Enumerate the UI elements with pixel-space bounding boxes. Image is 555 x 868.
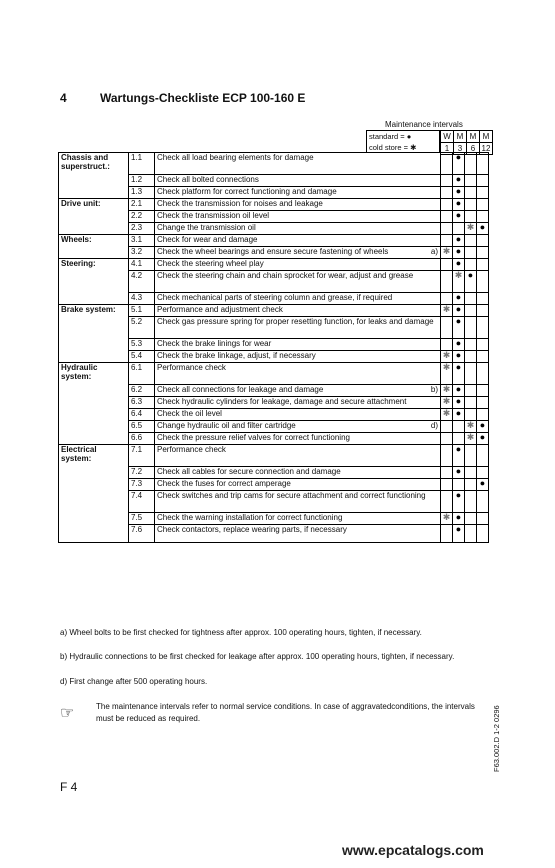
item-text-cell xyxy=(155,385,441,397)
interval-cell xyxy=(477,385,489,397)
interval-cell xyxy=(441,153,453,175)
item-text: Check for wear and damage xyxy=(157,235,258,244)
interval-cell xyxy=(477,259,489,271)
standard-dot-icon: ● xyxy=(453,397,465,409)
item-number: 6.5 xyxy=(129,421,155,433)
standard-dot-icon: ● xyxy=(477,421,489,433)
standard-dot-icon: ● xyxy=(477,479,489,491)
interval-cell xyxy=(465,293,477,305)
item-text: Performance check xyxy=(157,445,226,454)
item-text: Check the transmission for noises and leakage xyxy=(157,199,323,208)
item-text: Check the warning installation for correct functioning xyxy=(157,513,343,522)
item-text: Check all load bearing elements for damage xyxy=(157,153,314,162)
table-row xyxy=(59,199,489,211)
item-text-cell xyxy=(155,305,441,317)
group-label xyxy=(59,187,129,199)
group-label xyxy=(59,513,129,525)
item-text: Performance and adjustment check xyxy=(157,305,283,314)
table-row xyxy=(59,491,489,513)
item-number: 2.2 xyxy=(129,211,155,223)
interval-cell xyxy=(465,445,477,467)
page-number: F 4 xyxy=(60,780,78,794)
item-text-cell xyxy=(155,235,441,247)
interval-cell xyxy=(465,199,477,211)
interval-cell xyxy=(465,513,477,525)
interval-cell xyxy=(477,339,489,351)
item-text: Check the steering chain and chain sprocket for wear, adjust and grease xyxy=(157,271,414,280)
table-row xyxy=(59,445,489,467)
item-text: Check all bolted connections xyxy=(157,175,259,184)
standard-dot-icon: ● xyxy=(453,351,465,363)
interval-cell xyxy=(465,235,477,247)
cold-store-star-icon: ✱ xyxy=(441,397,453,409)
table-row xyxy=(59,351,489,363)
table-row xyxy=(59,223,489,235)
interval-cell xyxy=(477,235,489,247)
group-label: Wheels: xyxy=(59,235,129,247)
item-text-cell xyxy=(155,199,441,211)
standard-dot-icon: ● xyxy=(453,305,465,317)
item-text: Check the brake linkage, adjust, if necessary xyxy=(157,351,316,360)
item-number: 5.1 xyxy=(129,305,155,317)
interval-cell xyxy=(441,339,453,351)
standard-dot-icon: ● xyxy=(453,211,465,223)
item-number: 2.1 xyxy=(129,199,155,211)
item-text-cell xyxy=(155,525,441,543)
table-row xyxy=(59,305,489,317)
tip-text: The maintenance intervals refer to normal service conditions. In case of aggravatedconditions, the intervals must be reduced as required. xyxy=(96,702,475,723)
standard-dot-icon: ● xyxy=(453,259,465,271)
item-text-cell xyxy=(155,409,441,421)
item-number: 7.6 xyxy=(129,525,155,543)
group-label xyxy=(59,421,129,433)
interval-cell xyxy=(477,491,489,513)
standard-dot-icon: ● xyxy=(453,247,465,259)
interval-cell xyxy=(477,175,489,187)
item-text-cell xyxy=(155,339,441,351)
group-label: Brake system: xyxy=(59,305,129,317)
group-label xyxy=(59,467,129,479)
interval-cell xyxy=(441,421,453,433)
item-number: 3.2 xyxy=(129,247,155,259)
interval-cell xyxy=(477,397,489,409)
standard-dot-icon: ● xyxy=(453,363,465,385)
interval-cell xyxy=(465,305,477,317)
intervals-label: Maintenance intervals xyxy=(385,120,463,129)
item-number: 5.2 xyxy=(129,317,155,339)
interval-cell xyxy=(441,223,453,235)
group-label xyxy=(59,339,129,351)
standard-dot-icon: ● xyxy=(453,187,465,199)
item-text-cell xyxy=(155,491,441,513)
item-text: Check the brake linings for wear xyxy=(157,339,272,348)
group-label xyxy=(59,409,129,421)
standard-dot-icon: ● xyxy=(465,271,477,293)
item-text-cell xyxy=(155,187,441,199)
group-label xyxy=(59,479,129,491)
group-label xyxy=(59,351,129,363)
interval-cell xyxy=(465,385,477,397)
standard-dot-icon: ● xyxy=(477,433,489,445)
table-row xyxy=(59,317,489,339)
cold-store-star-icon: ✱ xyxy=(441,305,453,317)
interval-cell xyxy=(465,187,477,199)
interval-header-top: M xyxy=(480,131,493,143)
interval-cell xyxy=(441,479,453,491)
item-number: 5.4 xyxy=(129,351,155,363)
pointing-hand-icon: ☞ xyxy=(60,705,75,722)
item-text-cell xyxy=(155,175,441,187)
item-text-cell xyxy=(155,397,441,409)
group-label xyxy=(59,491,129,513)
interval-cell xyxy=(441,445,453,467)
interval-cell xyxy=(465,247,477,259)
item-number: 7.5 xyxy=(129,513,155,525)
item-text: Check switches and trip cams for secure attachment and correct functioning xyxy=(157,491,426,500)
standard-dot-icon: ● xyxy=(453,293,465,305)
table-row xyxy=(59,211,489,223)
table-row xyxy=(59,397,489,409)
item-text: Change the transmission oil xyxy=(157,223,256,232)
group-label: Electrical system: xyxy=(59,445,129,467)
item-number: 6.3 xyxy=(129,397,155,409)
item-text-cell xyxy=(155,293,441,305)
group-label xyxy=(59,223,129,235)
standard-dot-icon: ● xyxy=(453,525,465,543)
group-label xyxy=(59,247,129,259)
interval-cell xyxy=(441,317,453,339)
section-number: 4 xyxy=(60,91,67,105)
standard-dot-icon: ● xyxy=(453,317,465,339)
interval-cell xyxy=(441,199,453,211)
table-row xyxy=(59,153,489,175)
group-label xyxy=(59,525,129,543)
interval-cell xyxy=(477,445,489,467)
table-row xyxy=(59,259,489,271)
group-label xyxy=(59,433,129,445)
interval-cell xyxy=(465,525,477,543)
item-number: 4.2 xyxy=(129,271,155,293)
group-label xyxy=(59,397,129,409)
interval-cell xyxy=(441,271,453,293)
item-text-cell xyxy=(155,363,441,385)
item-text-cell xyxy=(155,467,441,479)
item-number: 6.4 xyxy=(129,409,155,421)
group-label: Steering: xyxy=(59,259,129,271)
cold-store-star-icon: ✱ xyxy=(453,271,465,293)
interval-cell xyxy=(465,175,477,187)
item-number: 7.1 xyxy=(129,445,155,467)
item-text-cell xyxy=(155,259,441,271)
item-text: Change hydraulic oil and filter cartridge xyxy=(157,421,296,430)
standard-dot-icon: ● xyxy=(453,235,465,247)
table-row xyxy=(59,421,489,433)
cold-store-star-icon: ✱ xyxy=(441,409,453,421)
group-label xyxy=(59,385,129,397)
legend-box xyxy=(366,130,440,152)
item-number: 4.3 xyxy=(129,293,155,305)
item-text: Check platform for correct functioning and damage xyxy=(157,187,337,196)
item-number: 7.3 xyxy=(129,479,155,491)
interval-cell xyxy=(465,491,477,513)
item-text-cell xyxy=(155,433,441,445)
interval-cell xyxy=(477,293,489,305)
interval-cell xyxy=(465,259,477,271)
interval-cell xyxy=(441,525,453,543)
table-row xyxy=(59,525,489,543)
item-number: 7.4 xyxy=(129,491,155,513)
cold-store-star-icon: ✱ xyxy=(465,223,477,235)
cold-store-star-icon: ✱ xyxy=(441,385,453,397)
interval-cell xyxy=(453,421,465,433)
interval-cell xyxy=(477,409,489,421)
interval-header-bottom: 3 xyxy=(454,143,467,155)
group-label xyxy=(59,211,129,223)
checklist-table xyxy=(58,152,489,543)
interval-cell xyxy=(441,187,453,199)
interval-cell xyxy=(465,363,477,385)
interval-cell xyxy=(465,317,477,339)
item-text-cell xyxy=(155,247,441,259)
interval-cell xyxy=(453,479,465,491)
interval-cell xyxy=(441,259,453,271)
table-row xyxy=(59,409,489,421)
item-text-cell xyxy=(155,513,441,525)
interval-cell xyxy=(441,433,453,445)
group-label xyxy=(59,317,129,339)
interval-cell xyxy=(441,491,453,513)
table-row xyxy=(59,467,489,479)
interval-cell xyxy=(477,211,489,223)
interval-header-bottom: 12 xyxy=(480,143,493,155)
cold-store-star-icon: ✱ xyxy=(465,433,477,445)
item-text-cell xyxy=(155,271,441,293)
watermark: www.epcatalogs.com xyxy=(342,842,484,858)
item-number: 6.2 xyxy=(129,385,155,397)
table-row xyxy=(59,271,489,293)
legend-cold-store: cold store = ✱ xyxy=(369,143,417,152)
interval-cell xyxy=(477,305,489,317)
table-row xyxy=(59,175,489,187)
interval-cell xyxy=(465,397,477,409)
interval-cell xyxy=(477,513,489,525)
cold-store-star-icon: ✱ xyxy=(465,421,477,433)
item-number: 7.2 xyxy=(129,467,155,479)
item-number: 1.2 xyxy=(129,175,155,187)
item-text-cell xyxy=(155,479,441,491)
table-row xyxy=(59,235,489,247)
interval-cell xyxy=(477,317,489,339)
table-row xyxy=(59,433,489,445)
table-row xyxy=(59,293,489,305)
interval-cell xyxy=(453,433,465,445)
standard-dot-icon: ● xyxy=(453,409,465,421)
table-row xyxy=(59,339,489,351)
item-text-cell xyxy=(155,223,441,235)
table-row xyxy=(59,513,489,525)
interval-header-bottom: 6 xyxy=(467,143,480,155)
item-text: Check mechanical parts of steering column and grease, if required xyxy=(157,293,393,302)
footnote-a: a) Wheel bolts to be first checked for tightness after approx. 100 operating hours, tighten, if necessary. xyxy=(60,628,422,637)
item-text: Check the fuses for correct amperage xyxy=(157,479,291,488)
interval-cell xyxy=(441,467,453,479)
interval-cell xyxy=(441,175,453,187)
item-text: Check the steering wheel play xyxy=(157,259,264,268)
standard-dot-icon: ● xyxy=(453,175,465,187)
group-label xyxy=(59,175,129,187)
interval-cell xyxy=(477,153,489,175)
item-text: Check contactors, replace wearing parts, if necessary xyxy=(157,525,347,534)
item-text-cell xyxy=(155,211,441,223)
interval-cell xyxy=(441,211,453,223)
interval-cell xyxy=(477,199,489,211)
cold-store-star-icon: ✱ xyxy=(441,247,453,259)
interval-cell xyxy=(453,223,465,235)
item-text: Check the oil level xyxy=(157,409,222,418)
interval-header-top: M xyxy=(467,131,480,143)
item-text: Check all cables for secure connection and damage xyxy=(157,467,341,476)
interval-cell xyxy=(477,271,489,293)
interval-cell xyxy=(477,247,489,259)
interval-cell xyxy=(477,363,489,385)
item-text-cell xyxy=(155,445,441,467)
item-number: 6.1 xyxy=(129,363,155,385)
interval-cell xyxy=(465,409,477,421)
item-number: 1.3 xyxy=(129,187,155,199)
group-label xyxy=(59,293,129,305)
table-row xyxy=(59,479,489,491)
table-row xyxy=(59,187,489,199)
interval-cell xyxy=(477,187,489,199)
table-row xyxy=(59,385,489,397)
cold-store-star-icon: ✱ xyxy=(441,363,453,385)
group-label: Drive unit: xyxy=(59,199,129,211)
item-text-cell xyxy=(155,317,441,339)
interval-cell xyxy=(477,467,489,479)
interval-header-top: W xyxy=(441,131,454,143)
section-title: Wartungs-Checkliste ECP 100-160 E xyxy=(100,91,306,105)
standard-dot-icon: ● xyxy=(477,223,489,235)
standard-dot-icon: ● xyxy=(453,199,465,211)
table-row xyxy=(59,247,489,259)
interval-cell xyxy=(477,351,489,363)
item-text-cell xyxy=(155,153,441,175)
interval-cell xyxy=(465,467,477,479)
item-number: 6.6 xyxy=(129,433,155,445)
item-text: Check the pressure relief valves for correct functioning xyxy=(157,433,350,442)
cold-store-star-icon: ✱ xyxy=(441,351,453,363)
interval-cell xyxy=(465,339,477,351)
item-text: Check the transmission oil level xyxy=(157,211,270,220)
item-number: 3.1 xyxy=(129,235,155,247)
document-code: F63.002.D 1-2 0296 xyxy=(492,705,501,772)
footnote-b: b) Hydraulic connections to be first checked for leakage after approx. 100 operating hours, tighten, if necessary. xyxy=(60,652,455,661)
item-text-cell xyxy=(155,421,441,433)
legend-standard: standard = ● xyxy=(369,132,412,141)
item-text: Check the wheel bearings and ensure secure fastening of wheels xyxy=(157,247,389,256)
item-number: 5.3 xyxy=(129,339,155,351)
item-text: Check hydraulic cylinders for leakage, damage and secure attachment xyxy=(157,397,407,406)
item-number: 1.1 xyxy=(129,153,155,175)
table-row xyxy=(59,363,489,385)
interval-header-bottom: 1 xyxy=(441,143,454,155)
footnote-ref: b) xyxy=(430,385,438,394)
footnote-d: d) First change after 500 operating hours. xyxy=(60,677,208,686)
standard-dot-icon: ● xyxy=(453,153,465,175)
interval-cell xyxy=(465,351,477,363)
item-text-cell xyxy=(155,351,441,363)
standard-dot-icon: ● xyxy=(453,339,465,351)
interval-cell xyxy=(477,525,489,543)
standard-dot-icon: ● xyxy=(453,445,465,467)
group-label: Hydraulic system: xyxy=(59,363,129,385)
standard-dot-icon: ● xyxy=(453,513,465,525)
interval-cell xyxy=(441,235,453,247)
item-number: 2.3 xyxy=(129,223,155,235)
standard-dot-icon: ● xyxy=(453,491,465,513)
item-text: Check gas pressure spring for proper resetting function, for leaks and damage xyxy=(157,317,434,326)
cold-store-star-icon: ✱ xyxy=(441,513,453,525)
group-label xyxy=(59,271,129,293)
interval-cell xyxy=(465,479,477,491)
footnote-ref: d) xyxy=(430,421,438,430)
standard-dot-icon: ● xyxy=(453,385,465,397)
item-number: 4.1 xyxy=(129,259,155,271)
interval-header-top: M xyxy=(454,131,467,143)
group-label: Chassis and superstruct.: xyxy=(59,153,129,175)
footnote-ref: a) xyxy=(430,247,438,256)
item-text: Check all connections for leakage and damage xyxy=(157,385,324,394)
interval-cell xyxy=(465,153,477,175)
item-text: Performance check xyxy=(157,363,226,372)
interval-cell xyxy=(465,211,477,223)
interval-cell xyxy=(441,293,453,305)
standard-dot-icon: ● xyxy=(453,467,465,479)
